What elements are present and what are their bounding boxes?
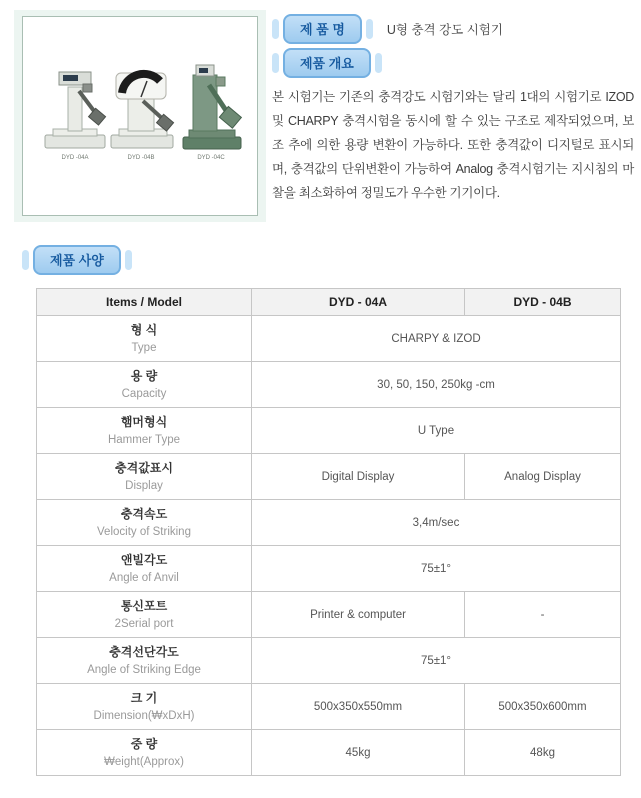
badge-side-bar bbox=[375, 53, 382, 73]
row-label-ko: 크 기 bbox=[130, 691, 158, 706]
product-overview-text: 본 시험기는 기존의 충격강도 시험기와는 달리 1대의 시험기로 IZOD 및 CHARPY 충격시험을 동시에 할 수 있는 구조로 제작되었으며, 보조 추에 의한 용량 변환이 가능하다. 또한 충격값이 디지털로 표시되며, 충격값의 단위변환이 가능하여 Analog 충격시험기는 지시침의 마찰을 최소화하여 정밀도가 우수한 기기이다. bbox=[272, 90, 634, 200]
col-header-items-model: Items / Model bbox=[37, 289, 252, 316]
row-label-ko: 통신포트 bbox=[120, 599, 168, 614]
row-label-en: Display bbox=[125, 479, 163, 492]
overview-badge bbox=[272, 48, 638, 78]
row-label-ko: 충격선단각도 bbox=[109, 645, 179, 660]
badge-side-bar bbox=[22, 250, 29, 270]
row-label-en: 2Serial port bbox=[114, 617, 174, 630]
row-value: U Type bbox=[252, 408, 621, 454]
spec-row-display bbox=[37, 454, 621, 500]
product-photo-panel bbox=[14, 10, 266, 222]
row-label-ko: 앤빌각도 bbox=[120, 553, 168, 568]
row-value-04b: Analog Display bbox=[465, 454, 621, 500]
row-value-04b: 500x350x600mm bbox=[465, 684, 621, 730]
row-label-ko: 충격값표시 bbox=[115, 461, 173, 476]
machine-dyd04a-icon bbox=[45, 72, 106, 148]
machine-dyd04c-icon bbox=[183, 65, 241, 149]
spec-row-dimension bbox=[37, 684, 621, 730]
spec-header-row bbox=[37, 289, 621, 316]
spec-row-type bbox=[37, 316, 621, 362]
spec-row-striking-edge-angle bbox=[37, 638, 621, 684]
row-value-04a: 500x350x550mm bbox=[252, 684, 465, 730]
row-label-en: Dimension(₩xDxH) bbox=[93, 709, 195, 722]
row-label-ko: 형 식 bbox=[130, 323, 158, 338]
spec-badge-label: 제품 사양 bbox=[33, 245, 121, 275]
row-label-ko: 용 량 bbox=[130, 369, 158, 384]
overview-badge-label: 제품 개요 bbox=[283, 48, 371, 78]
product-photo bbox=[22, 16, 258, 216]
row-label-en: Angle of Anvil bbox=[109, 571, 179, 584]
row-value: CHARPY & IZOD bbox=[252, 316, 621, 362]
row-label-en: Type bbox=[131, 341, 157, 354]
row-value-04a: Printer & computer bbox=[252, 592, 465, 638]
row-value-04a: Digital Display bbox=[252, 454, 465, 500]
machine-caption-dyd04a: DYD -04A bbox=[61, 155, 89, 161]
row-label-en: ₩eight(Approx) bbox=[104, 755, 184, 768]
row-label-ko: 햄머형식 bbox=[120, 415, 168, 430]
row-value-04b: - bbox=[465, 592, 621, 638]
badge-side-bar bbox=[272, 53, 279, 73]
spec-row-serial-port bbox=[37, 592, 621, 638]
row-value: 30, 50, 150, 250kg -cm bbox=[252, 362, 621, 408]
row-label-en: Angle of Striking Edge bbox=[87, 663, 201, 676]
product-summary-section bbox=[272, 14, 638, 205]
spec-table bbox=[36, 288, 621, 776]
badge-side-bar bbox=[272, 19, 279, 39]
row-value: 3,4m/sec bbox=[252, 500, 621, 546]
row-label-ko: 충격속도 bbox=[120, 507, 168, 522]
badge-side-bar bbox=[125, 250, 132, 270]
product-name-badge-label: 제 품 명 bbox=[283, 14, 362, 44]
row-label-en: Hammer Type bbox=[107, 433, 180, 446]
row-value-04a: 45kg bbox=[252, 730, 465, 776]
row-value-04b: 48kg bbox=[465, 730, 621, 776]
spec-row-hammer-type bbox=[37, 408, 621, 454]
machine-caption-dyd04b: DYD -04B bbox=[127, 155, 155, 161]
badge-side-bar bbox=[366, 19, 373, 39]
impact-tester-machines-illustration bbox=[23, 17, 257, 215]
col-header-dyd-04a: DYD - 04A bbox=[252, 289, 465, 316]
row-label-en: Capacity bbox=[121, 387, 167, 400]
spec-row-weight bbox=[37, 730, 621, 776]
row-value: 75±1° bbox=[252, 546, 621, 592]
product-name-badge bbox=[272, 14, 373, 44]
machine-dyd04b-icon bbox=[111, 73, 174, 148]
spec-row-capacity bbox=[37, 362, 621, 408]
col-header-dyd-04b: DYD - 04B bbox=[465, 289, 621, 316]
row-label-ko: 중 량 bbox=[130, 737, 158, 752]
row-value: 75±1° bbox=[252, 638, 621, 684]
spec-badge bbox=[22, 245, 132, 275]
row-label-en: Velocity of Striking bbox=[97, 525, 191, 538]
spec-row-anvil-angle bbox=[37, 546, 621, 592]
spec-row-velocity bbox=[37, 500, 621, 546]
product-name-text: U형 충격 강도 시험기 bbox=[386, 23, 503, 37]
machine-caption-dyd04c: DYD -04C bbox=[197, 155, 225, 161]
